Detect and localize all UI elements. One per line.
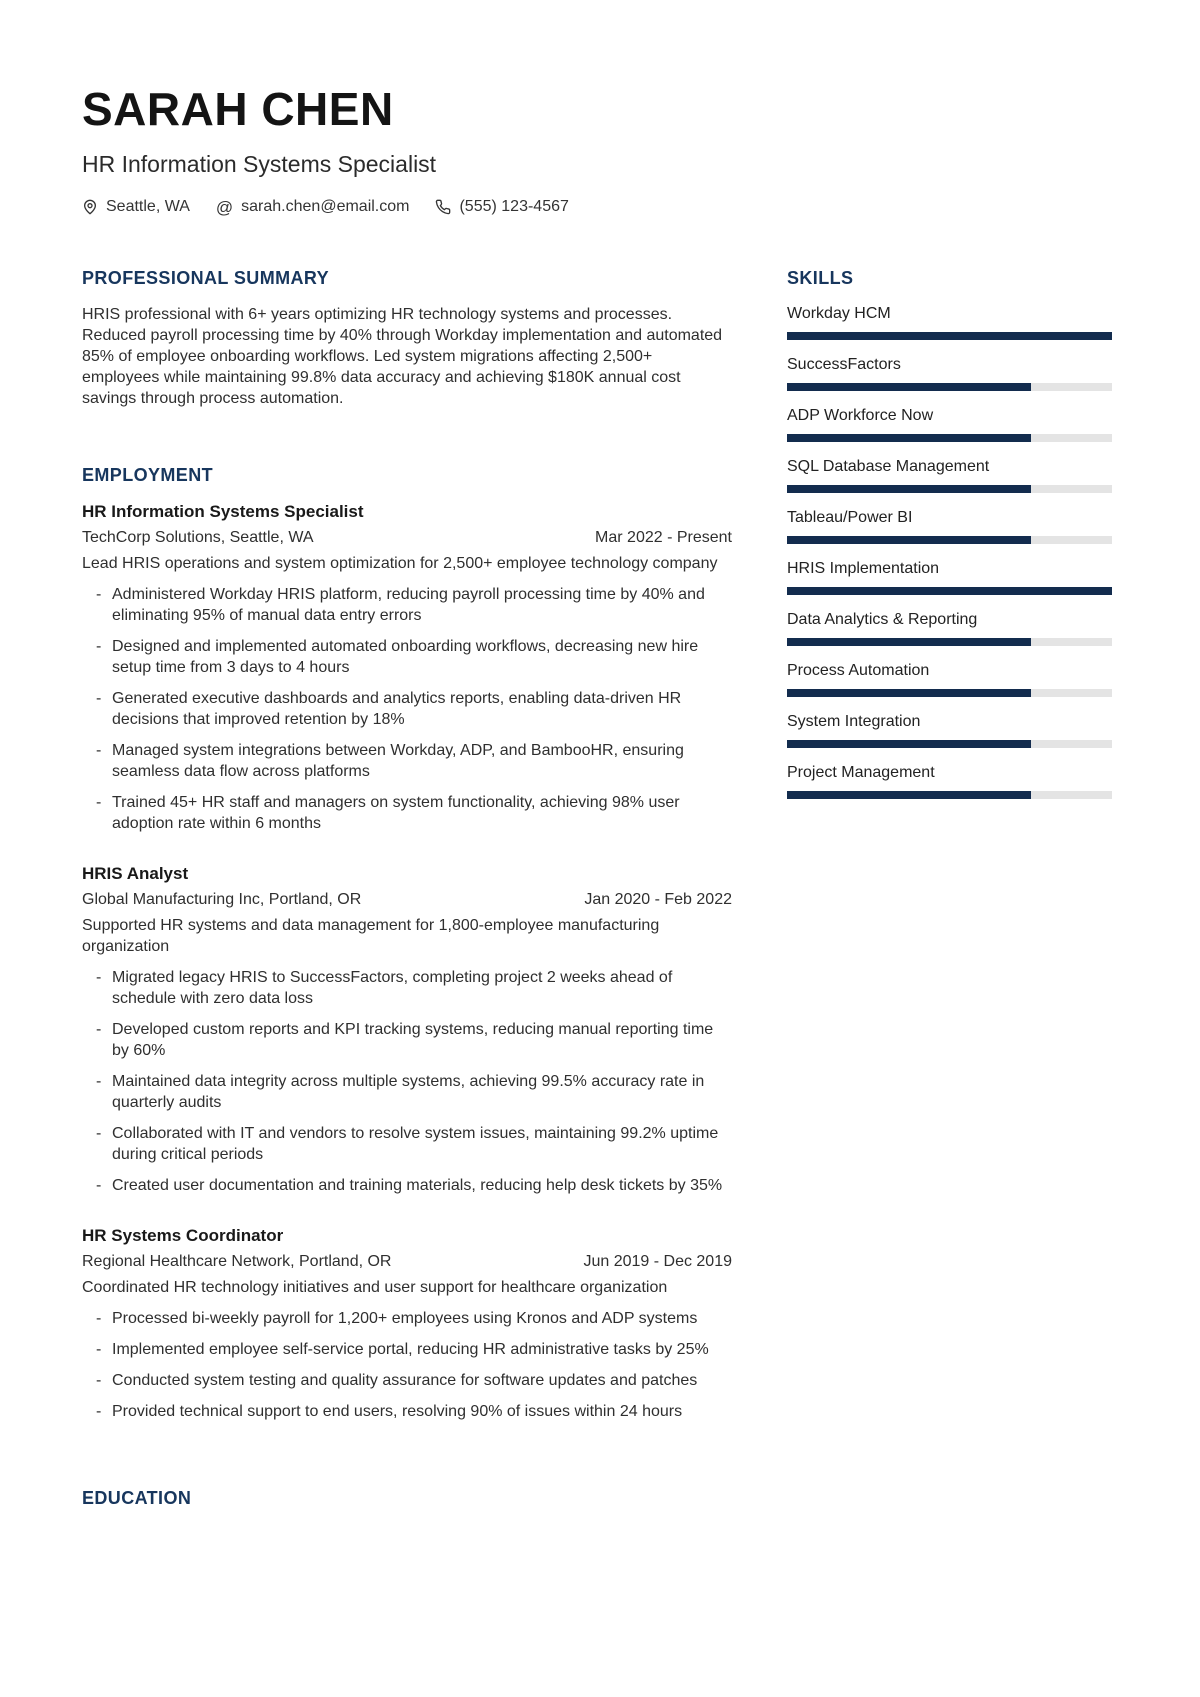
job-description: Supported HR systems and data management for 1,800-employee manufacturing organization xyxy=(82,917,660,956)
job-title: HR Systems Coordinator xyxy=(82,1226,284,1246)
skill-name: Workday HCM xyxy=(787,305,891,323)
job-dates: Mar 2022 - Present xyxy=(595,529,732,547)
skill-bar-fill xyxy=(787,740,1031,748)
skill-bar-track xyxy=(787,434,1112,442)
contact-location-text: Seattle, WA xyxy=(106,198,190,216)
employment-heading: EMPLOYMENT xyxy=(82,465,214,486)
skill-name: HRIS Implementation xyxy=(787,560,940,578)
skill-bar-fill xyxy=(787,383,1031,391)
skill-bar-fill xyxy=(787,536,1031,544)
skill-bar-track xyxy=(787,740,1112,748)
job-bullet: - Collaborated with IT and vendors to resolve system issues, maintaining 99.2% uptime during critical periods xyxy=(82,1123,732,1165)
skill-bar-track xyxy=(787,689,1112,697)
location-icon xyxy=(82,199,98,215)
skills-heading: SKILLS xyxy=(787,268,854,289)
job-company: Global Manufacturing Inc, Portland, OR xyxy=(82,891,362,909)
skill-bar-fill xyxy=(787,638,1031,646)
job-title: HR Information Systems Specialist xyxy=(82,502,364,522)
job-bullet: - Designed and implemented automated onboarding workflows, decreasing new hire setup time from 3 days to 4 hours xyxy=(82,636,732,678)
skill-bar-fill xyxy=(787,485,1031,493)
education-heading: EDUCATION xyxy=(82,1488,192,1509)
skill-name: SQL Database Management xyxy=(787,458,990,476)
skill-bar-track xyxy=(787,332,1112,340)
skill-item xyxy=(787,405,1112,442)
contact-phone xyxy=(435,198,568,216)
job-company: TechCorp Solutions, Seattle, WA xyxy=(82,529,314,547)
job-bullet: - Processed bi-weekly payroll for 1,200+ employees using Kronos and ADP systems xyxy=(82,1308,732,1329)
job-bullet: - Trained 45+ HR staff and managers on system functionality, achieving 98% user adoption rate within 6 months xyxy=(82,792,732,834)
skill-bar-fill xyxy=(787,689,1031,697)
skill-item xyxy=(787,303,1112,340)
section-education xyxy=(82,1488,732,1509)
job-bullet: - Maintained data integrity across multiple systems, achieving 99.5% accuracy rate in quarterly audits xyxy=(82,1071,732,1113)
skill-bar-track xyxy=(787,587,1112,595)
summary-heading: PROFESSIONAL SUMMARY xyxy=(82,268,330,289)
skill-bar-fill xyxy=(787,434,1031,442)
job-meta-row xyxy=(82,891,732,909)
skill-name: Data Analytics & Reporting xyxy=(787,611,978,629)
job-company: Regional Healthcare Network, Portland, OR xyxy=(82,1253,392,1271)
contact-email-text: sarah.chen@email.com xyxy=(241,198,410,216)
job-bullet-list xyxy=(82,1308,732,1422)
job-bullet: - Generated executive dashboards and analytics reports, enabling data-driven HR decisions that improved retention by 18% xyxy=(82,688,732,730)
skill-item xyxy=(787,558,1112,595)
contact-row xyxy=(82,198,1112,216)
job-meta-row xyxy=(82,1253,732,1271)
section-professional-summary xyxy=(82,268,732,409)
phone-icon xyxy=(435,199,451,215)
contact-email xyxy=(216,198,410,216)
skill-bar-track xyxy=(787,791,1112,799)
job-meta-row xyxy=(82,529,732,547)
skill-item xyxy=(787,711,1112,748)
skill-item xyxy=(787,762,1112,799)
job-bullet: - Provided technical support to end users, resolving 90% of issues within 24 hours xyxy=(82,1401,732,1422)
skill-bar-fill xyxy=(787,587,1112,595)
skill-item xyxy=(787,660,1112,697)
job-entry xyxy=(82,1226,732,1422)
job-dates: Jun 2019 - Dec 2019 xyxy=(583,1253,732,1271)
candidate-title: HR Information Systems Specialist xyxy=(82,151,437,178)
job-entry xyxy=(82,864,732,1196)
skill-item xyxy=(787,456,1112,493)
contact-location xyxy=(82,198,190,216)
skill-name: Project Management xyxy=(787,764,935,782)
skill-bar-track xyxy=(787,383,1112,391)
job-bullet: - Managed system integrations between Workday, ADP, and BambooHR, ensuring seamless data flow across platforms xyxy=(82,740,732,782)
skills-column xyxy=(787,268,1112,1509)
skill-bar-track xyxy=(787,638,1112,646)
skill-bar-fill xyxy=(787,791,1031,799)
skill-item xyxy=(787,354,1112,391)
skill-bar-track xyxy=(787,485,1112,493)
skill-bar-fill xyxy=(787,332,1112,340)
skill-item xyxy=(787,609,1112,646)
job-bullet: - Created user documentation and training materials, reducing help desk tickets by 35% xyxy=(82,1175,732,1196)
job-bullet: - Developed custom reports and KPI tracking systems, reducing manual reporting time by 60% xyxy=(82,1019,732,1061)
skill-bar-track xyxy=(787,536,1112,544)
main-column xyxy=(82,268,732,1509)
job-description: Lead HRIS operations and system optimization for 2,500+ employee technology company xyxy=(82,555,718,573)
job-bullet: - Implemented employee self-service portal, reducing HR administrative tasks by 25% xyxy=(82,1339,732,1360)
contact-phone-text: (555) 123-4567 xyxy=(459,198,569,216)
job-bullet-list xyxy=(82,967,732,1196)
job-description: Coordinated HR technology initiatives and user support for healthcare organization xyxy=(82,1279,668,1297)
candidate-name: SARAH CHEN xyxy=(82,83,394,135)
job-dates: Jan 2020 - Feb 2022 xyxy=(584,891,732,909)
skill-name: System Integration xyxy=(787,713,921,731)
job-entry xyxy=(82,502,732,834)
job-bullet-list xyxy=(82,584,732,834)
skill-name: Tableau/Power BI xyxy=(787,509,913,527)
email-icon: @ xyxy=(215,197,234,217)
summary-text: HRIS professional with 6+ years optimizing HR technology systems and processes. Reduced payroll processing time by 40% through Workday implementation and automated 85% of employee onboarding workflows. Led system migrations affecting 2,500+ employees while maintaining 99.8% data accuracy and achieving $180K annual cost savings through process automation. xyxy=(82,306,723,408)
skill-name: Process Automation xyxy=(787,662,930,680)
resume-header xyxy=(82,85,1112,216)
skill-name: ADP Workforce Now xyxy=(787,407,934,425)
job-bullet: - Administered Workday HRIS platform, reducing payroll processing time by 40% and eliminating 95% of manual data entry errors xyxy=(82,584,732,626)
job-bullet: - Migrated legacy HRIS to SuccessFactors, completing project 2 weeks ahead of schedule with zero data loss xyxy=(82,967,732,1009)
job-title: HRIS Analyst xyxy=(82,864,189,884)
job-bullet: - Conducted system testing and quality assurance for software updates and patches xyxy=(82,1370,732,1391)
section-employment xyxy=(82,465,732,1422)
skill-item xyxy=(787,507,1112,544)
skill-name: SuccessFactors xyxy=(787,356,901,374)
